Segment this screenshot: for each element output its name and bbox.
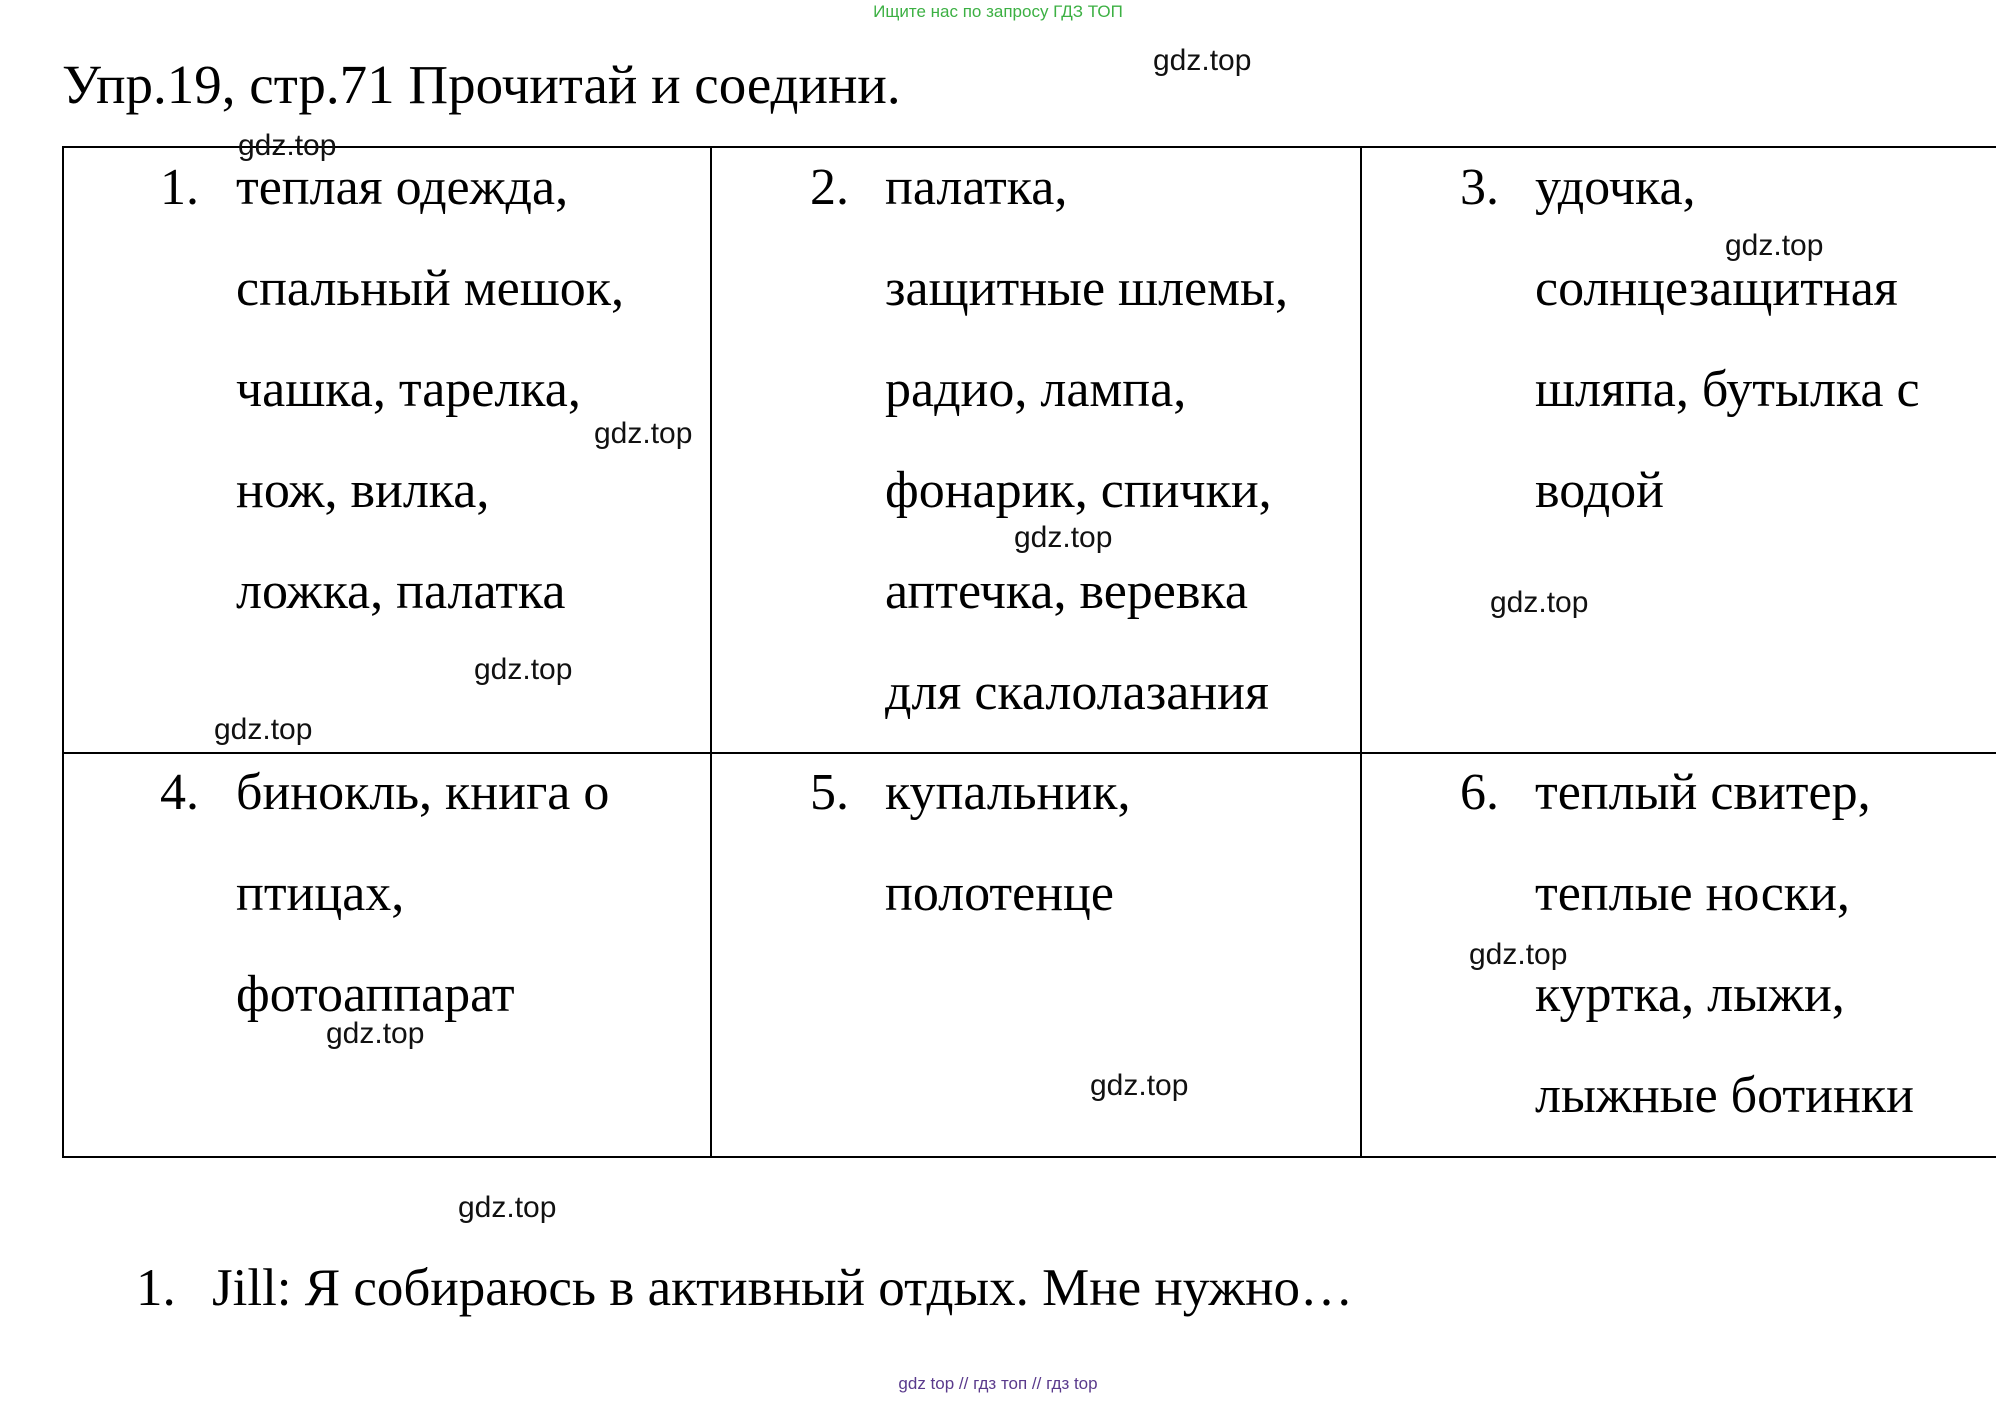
list-item: нож, вилка, <box>236 462 490 519</box>
list-item: купальник, <box>885 764 1131 821</box>
list-item: полотенце <box>885 865 1114 922</box>
table-cell-5 <box>712 742 1360 1152</box>
item-number: 3. <box>1460 159 1499 216</box>
list-item: радио, лампа, <box>885 361 1187 418</box>
watermark: gdz.top <box>1469 938 1568 971</box>
list-item: защитные шлемы, <box>885 260 1288 317</box>
list-item: ложка, палатка <box>236 563 566 620</box>
list-item: куртка, лыжи, <box>1535 966 1845 1023</box>
list-item: палатка, <box>885 159 1068 216</box>
item-number: 5. <box>810 764 849 821</box>
list-item: чашка, тарелка, <box>236 361 581 418</box>
list-item: лыжные ботинки <box>1535 1067 1914 1124</box>
watermark: gdz.top <box>1090 1069 1189 1102</box>
list-item: аптечка, веревка <box>885 563 1248 620</box>
list-item: для скалолазания <box>885 664 1269 721</box>
item-number: 4. <box>160 764 199 821</box>
watermark: gdz.top <box>1725 229 1824 262</box>
list-item: теплый свитер, <box>1535 764 1871 821</box>
item-number: 6. <box>1460 764 1499 821</box>
table-cell-4 <box>62 742 710 1152</box>
table-cell-3 <box>1362 137 1996 747</box>
answer-line <box>136 1258 1353 1318</box>
list-item: теплая одежда, <box>236 159 569 216</box>
watermark: gdz.top <box>458 1191 557 1224</box>
answer-text: Jill: Я собираюсь в активный отдых. Мне нужно… <box>212 1259 1354 1317</box>
footer-links[interactable]: gdz top // гдз топ // гдз top <box>898 1374 1098 1393</box>
page-title: Упр.19, стр.71 Прочитай и соедини. <box>62 54 901 115</box>
answer-number: 1. <box>136 1259 176 1317</box>
watermark: gdz.top <box>1153 44 1252 77</box>
watermark: gdz.top <box>238 129 337 162</box>
watermark: gdz.top <box>474 653 573 686</box>
watermark: gdz.top <box>1490 586 1589 619</box>
list-item: шляпа, бутылка с <box>1535 361 1920 418</box>
list-item: фотоаппарат <box>236 966 515 1023</box>
watermark: gdz.top <box>326 1017 425 1050</box>
watermark: gdz.top <box>594 417 693 450</box>
table-cell-2 <box>712 137 1360 747</box>
list-item: бинокль, книга о <box>236 764 610 821</box>
list-item: солнцезащитная <box>1535 260 1898 317</box>
watermark: gdz.top <box>214 713 313 746</box>
list-item: спальный мешок, <box>236 260 624 317</box>
list-item: птицах, <box>236 865 405 922</box>
top-banner[interactable]: Ищите нас по запросу ГДЗ ТОП <box>873 2 1123 21</box>
list-item: водой <box>1535 462 1664 519</box>
table-cell-6 <box>1362 742 1996 1152</box>
list-item: удочка, <box>1535 159 1696 216</box>
watermark: gdz.top <box>1014 521 1113 554</box>
item-number: 1. <box>160 159 199 216</box>
item-number: 2. <box>810 159 849 216</box>
list-item: теплые носки, <box>1535 865 1850 922</box>
list-item: фонарик, спички, <box>885 462 1272 519</box>
